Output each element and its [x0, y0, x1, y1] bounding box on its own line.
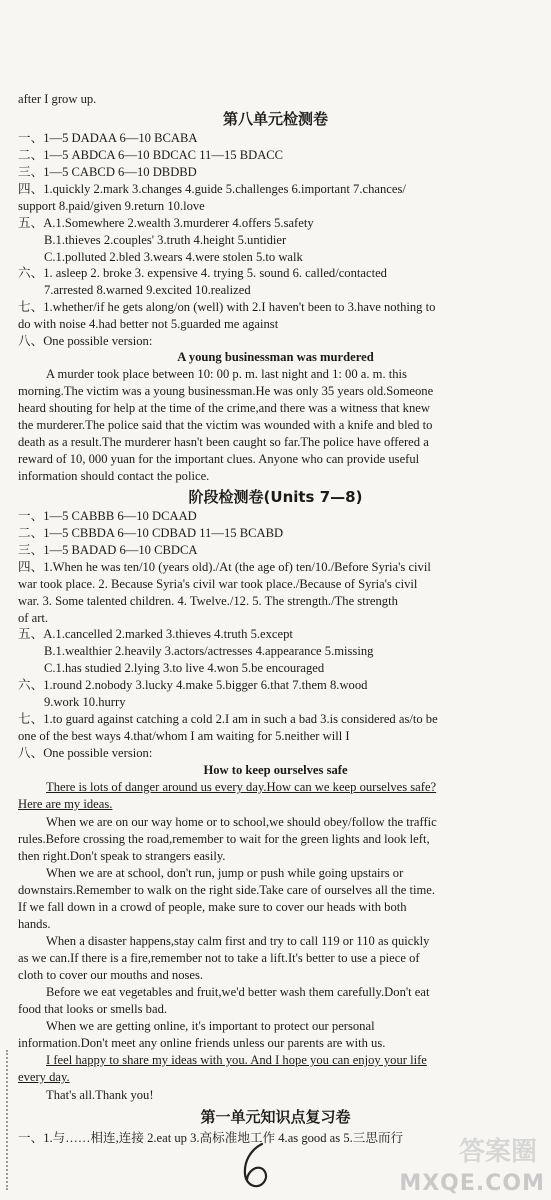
essay-line: hands.	[18, 917, 51, 931]
answer-line: 七、1.to guard against catching a cold 2.I am in such a bad 3.is considered as/to be	[18, 712, 438, 726]
handwritten-page-number	[236, 1140, 276, 1194]
essay-line: downstairs.Remember to walk on the right side.Take care of ourselves all the time.	[18, 883, 436, 897]
answer-line: support 8.paid/given 9.return 10.love	[18, 199, 205, 213]
essay-line: as we can.If there is a fire,remember not to take a lift.It's better to use a piece of	[18, 951, 420, 965]
answer-line: 六、1.round 2.nobody 3.lucky 4.make 5.bigger 6.that 7.them 8.wood	[18, 678, 368, 692]
margin-dots	[6, 1050, 11, 1190]
answer-line: 9.work 10.hurry	[44, 695, 126, 709]
answer-line: 二、1—5 CBBDA 6—10 CDBAD 11—15 BCABD	[18, 526, 284, 540]
answer-line: B.1.thieves 2.couples' 3.truth 4.height 5.untidier	[44, 233, 287, 247]
essay-line: information.Don't meet any online friends unless our parents are with us.	[18, 1036, 386, 1050]
answer-line: 六、1. asleep 2. broke 3. expensive 4. trying 5. sound 6. called/contacted	[18, 266, 387, 280]
watermark-chinese: 答案圈	[458, 1137, 537, 1167]
essay-title: A young businessman was murdered	[177, 350, 374, 364]
essay-line: If we fall down in a crowd of people, make sure to cover our heads with both	[18, 900, 407, 914]
essay-line: I feel happy to share my ideas with you. And I hope you can enjoy your life	[46, 1053, 427, 1067]
answer-line: 七、1.whether/if he gets along/on (well) with 2.I haven't been to 3.have nothing to	[18, 300, 436, 314]
answer-line: C.1.has studied 2.lying 3.to live 4.won 5.be encouraged	[44, 661, 325, 675]
essay-line: heard shouting for help at the time of the crime,and there was a witness that knew	[18, 401, 430, 415]
essay-line: morning.The victim was a young businessman.He was only 35 years old.Someone	[18, 384, 434, 398]
section-title-units-7-8: 阶段检测卷(Units 7—8)	[188, 488, 363, 506]
answer-line: 四、1.When he was ten/10 (years old)./At (the age of) ten/10./Before Syria's civil	[18, 560, 431, 574]
answer-line: 八、One possible version:	[18, 334, 153, 348]
answer-line: do with noise 4.had better not 5.guarded me against	[18, 317, 279, 331]
essay-line: When we are on our way home or to school,we should obey/follow the traffic	[46, 815, 437, 829]
essay-line: That's all.Thank you!	[46, 1088, 154, 1102]
essay-line: reward of 10, 000 yuan for the important clues. Anyone who can provide useful	[18, 452, 420, 466]
answer-line: 四、1.quickly 2.mark 3.changes 4.guide 5.challenges 6.important 7.chances/	[18, 182, 406, 196]
answer-line: of art.	[18, 611, 49, 625]
answer-line: C.1.polluted 2.bled 3.wears 4.were stolen 5.to walk	[44, 250, 303, 264]
answer-line: B.1.wealthier 2.heavily 3.actors/actresses 4.appearance 5.missing	[44, 644, 374, 658]
answer-line: 二、1—5 ABDCA 6—10 BDCAC 11—15 BDACC	[18, 148, 284, 162]
essay-line: When we are at school, don't run, jump or push while going upstairs or	[46, 866, 404, 880]
section-title-unit1-review: 第一单元知识点复习卷	[200, 1108, 351, 1126]
essay-line: cloth to cover our mouths and noses.	[18, 968, 204, 982]
essay-line: the murderer.The police said that the victim was wounded with a knife and bled to	[18, 418, 433, 432]
page-number-6-icon	[236, 1140, 276, 1194]
answer-line: 7.arrested 8.warned 9.excited 10.realized	[44, 283, 251, 297]
answer-line: one of the best ways 4.that/whom I am waiting for 5.neither will I	[18, 729, 350, 743]
essay-line: When we are getting online, it's important to protect our personal	[46, 1019, 375, 1033]
answer-line: 八、One possible version:	[18, 746, 153, 760]
essay-line: food that looks or smells bad.	[18, 1002, 168, 1016]
essay-line: then right.Don't speak to strangers easily.	[18, 849, 226, 863]
answer-line: war took place. 2. Because Syria's civil war took place./Because of Syria's civil	[18, 577, 418, 591]
essay-line: A murder took place between 10: 00 p. m. last night and 1: 00 a. m. this	[46, 367, 407, 381]
essay-line: rules.Before crossing the road,remember to wait for the green lights and look left,	[18, 832, 430, 846]
essay-line: There is lots of danger around us every day.How can we keep ourselves safe?	[46, 780, 437, 794]
answer-line: 五、A.1.cancelled 2.marked 3.thieves 4.truth 5.except	[18, 627, 293, 641]
answer-line: 三、1—5 CABCD 6—10 DBDBD	[18, 165, 197, 179]
essay-line: every day.	[18, 1070, 70, 1084]
text-line: after I grow up.	[18, 92, 97, 106]
essay-line: Before we eat vegetables and fruit,we'd better wash them carefully.Don't eat	[46, 985, 430, 999]
essay-line: When a disaster happens,stay calm first and try to call 119 or 110 as quickly	[46, 934, 430, 948]
essay-title: How to keep ourselves safe	[203, 763, 348, 777]
answer-line: 五、A.1.Somewhere 2.wealth 3.murderer 4.offers 5.safety	[18, 216, 314, 230]
essay-line: information should contact the police.	[18, 469, 210, 483]
section-title-unit8: 第八单元检测卷	[222, 110, 328, 128]
watermark: MXQE.COM	[399, 1171, 545, 1196]
answer-line: 三、1—5 BADAD 6—10 CBDCA	[18, 543, 198, 557]
answer-line: 一、1.与……相连,连接 2.eat up 3.高标准地工作 4.as good as 5.三思而行	[18, 1131, 404, 1145]
answer-line: 一、1—5 DADAA 6—10 BCABA	[18, 131, 198, 145]
answer-line: war. 3. Some talented children. 4. Twelve./12. 5. The strength./The strength	[18, 594, 398, 608]
essay-line: Here are my ideas.	[18, 797, 113, 811]
answer-line: 一、1—5 CABBB 6—10 DCAAD	[18, 509, 197, 523]
essay-line: death as a result.The murderer hasn't been caught so far.The police have offered a	[18, 435, 429, 449]
